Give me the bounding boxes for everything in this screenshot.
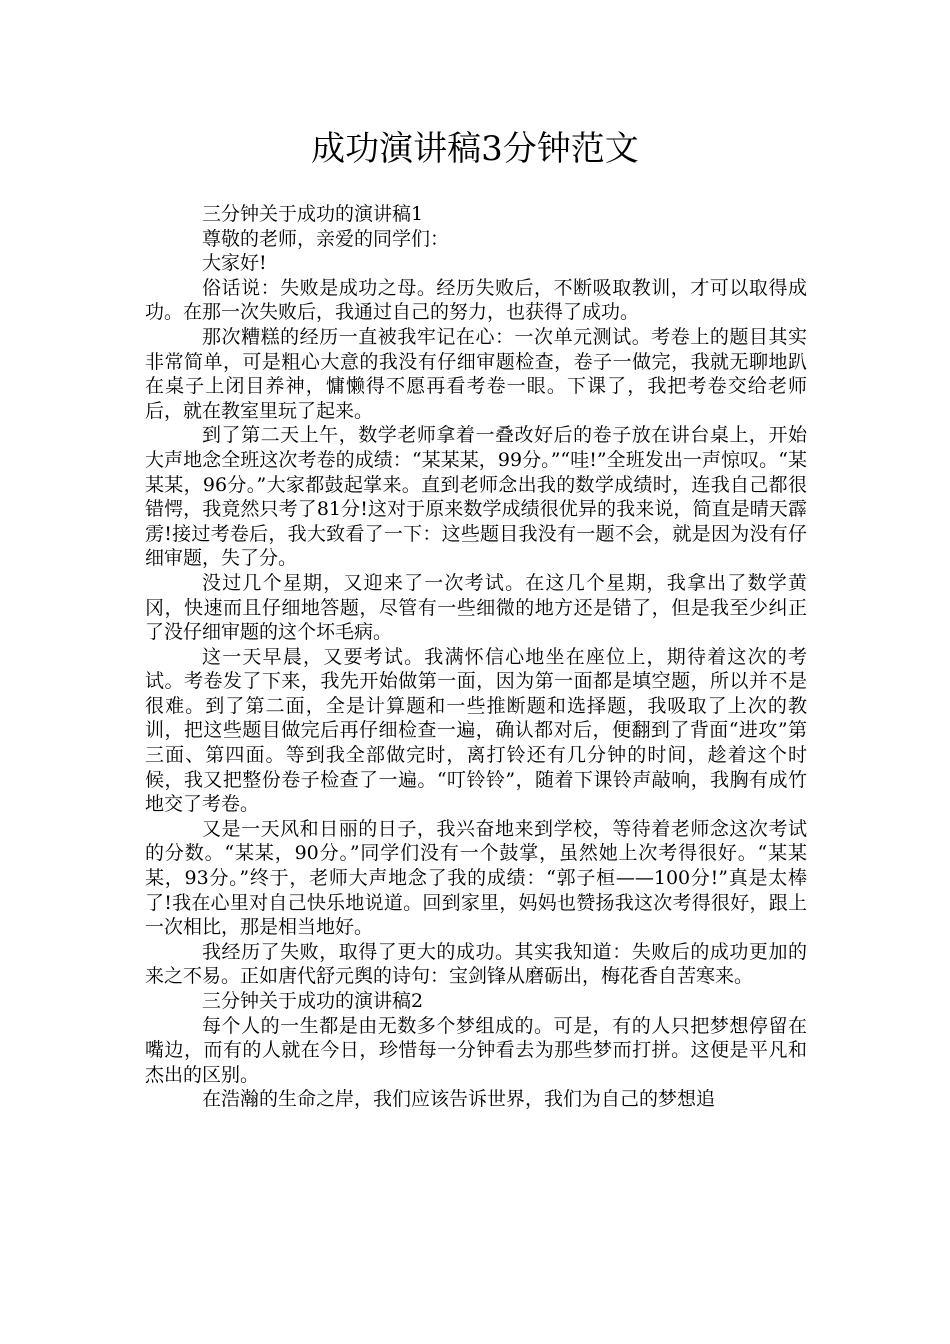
document-body [145,202,807,1112]
paragraph: 那次糟糕的经历一直被我牢记在心：一次单元测试。考卷上的题目其实非常简单，可是粗心大意的我没有仔细审题检查，卷子一做完，我就无聊地趴在桌子上闭目养神，慵懒得不愿再看考卷一眼。下课了，我把考卷交给老师后，就在教室里玩了起来。 [145,325,807,422]
paragraph: 没过几个星期，又迎来了一次考试。在这几个星期，我拿出了数学黄冈，快速而且仔细地答题，尽管有一些细微的地方还是错了，但是我至少纠正了没仔细审题的这个坏毛病。 [145,571,807,644]
section-heading: 三分钟关于成功的演讲稿1 [202,203,424,225]
greeting: 大家好! [202,252,267,275]
section-heading: 三分钟关于成功的演讲稿2 [202,990,424,1012]
paragraph: 到了第二天上午，数学老师拿着一叠改好后的卷子放在讲台桌上，开始大声地念全班这次考卷的成绩：“某某某，99分。”“哇!”全班发出一声惊叹。“某某某，96分。”大家都鼓起掌来。直到老师念出我的数学成绩时，连我自己都很错愕，我竟然只考了81分!这对于原来数学成绩很优异的我来说，简直是晴天霹雳!接过考卷后，我大致看了一下：这些题目我没有一题不会，就是因为没有仔细审题，失了分。 [145,424,807,570]
paragraph: 这一天早晨，又要考试。我满怀信心地坐在座位上，期待着这次的考试。考卷发了下来，我先开始做第一面，因为第一面都是填空题，所以并不是很难。到了第二面，全是计算题和一些推断题和选择题，我吸取了上次的教训，把这些题目做完后再仔细检查一遍，确认都对后，便翻到了背面“进攻”第三面、第四面。等到我全部做完时，离打铃还有几分钟的时间，趁着这个时候，我又把整份卷子检查了一遍。“叮铃铃”，随着下课铃声敲响，我胸有成竹地交了考卷。 [145,645,807,816]
paragraph: 每个人的一生都是由无数多个梦组成的。可是，有的人只把梦想停留在嘴边，而有的人就在今日，珍惜每一分钟看去为那些梦而打拼。这便是平凡和杰出的区别。 [145,1014,807,1086]
document-title: 成功演讲稿3分钟范文 [311,129,639,169]
paragraph: 又是一天风和日丽的日子，我兴奋地来到学校，等待着老师念这次考试的分数。“某某，90分。”同学们没有一个鼓掌，虽然她上次考得很好。“某某某，93分。”终于，老师大声地念了我的成绩：“郭子桓——100分!”真是太棒了!我在心里对自己快乐地说道。回到家里，妈妈也赞扬我这次考得很好，跟上一次相比，那是相当地好。 [145,817,807,939]
paragraph: 在浩瀚的生命之岸，我们应该告诉世界，我们为自己的梦想追 [202,1088,716,1111]
paragraph: 我经历了失败，取得了更大的成功。其实我知道：失败后的成功更加的来之不易。正如唐代舒元舆的诗句：宝剑锋从磨砺出，梅花香自苦寒来。 [145,940,807,988]
salutation: 尊敬的老师，亲爱的同学们： [202,227,450,250]
paragraph: 俗话说：失败是成功之母。经历失败后，不断吸取教训，才可以取得成功。在那一次失败后，我通过自己的努力，也获得了成功。 [145,276,807,324]
